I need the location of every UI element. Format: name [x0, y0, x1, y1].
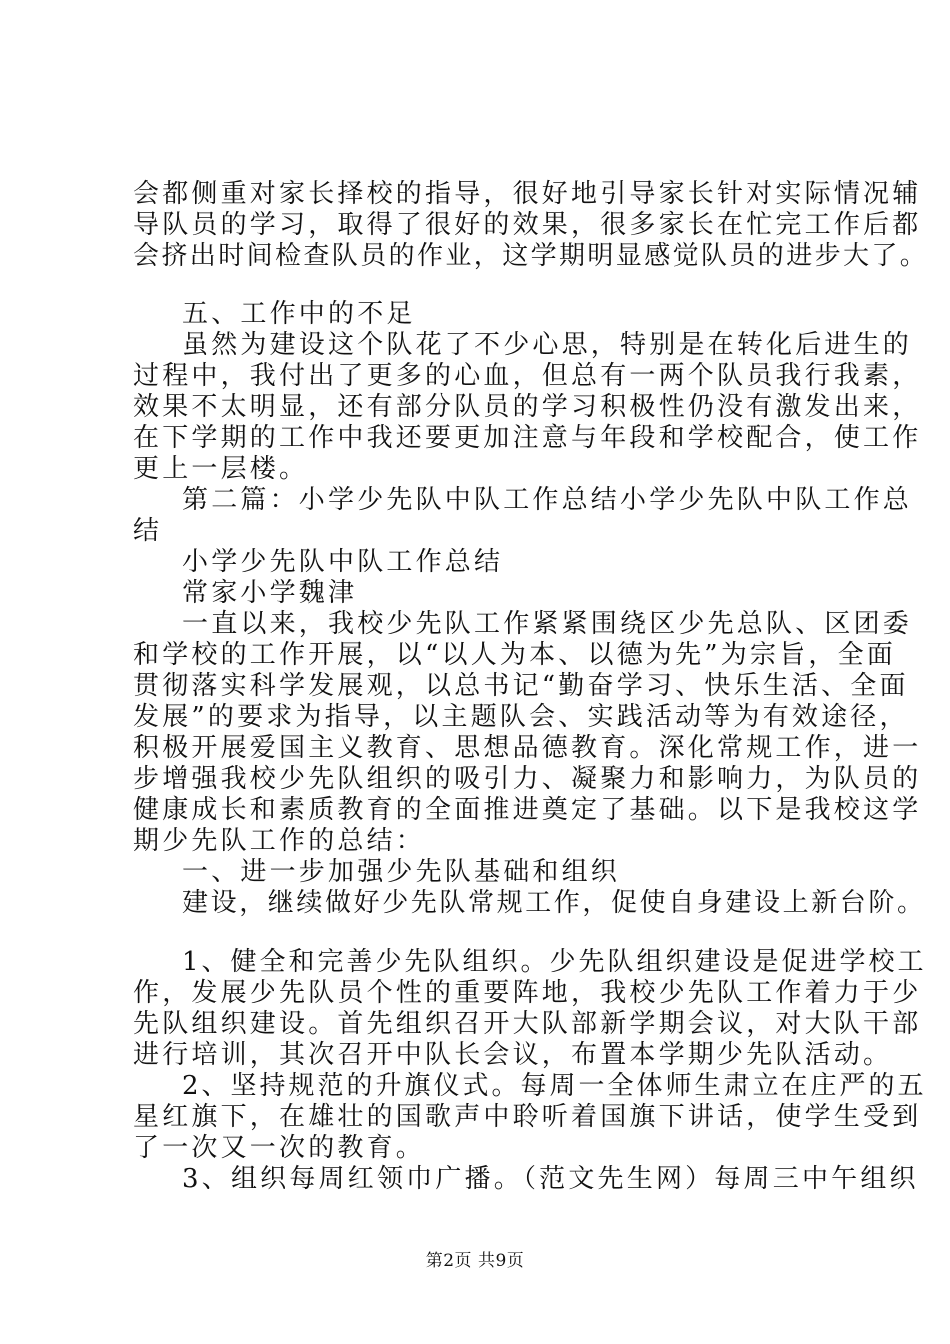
- body-text-line: 作，发展少先队员个性的重要阵地，我校少先队工作着力于少: [133, 978, 922, 1008]
- body-text-line: 和学校的工作开展，以“以人为本、以德为先”为宗旨，全面: [133, 640, 896, 670]
- author-line: 常家小学魏津: [182, 578, 358, 608]
- section-heading: 一、进一步加强少先队基础和组织: [182, 857, 621, 887]
- body-text-line: 虽然为建设这个队花了不少心思，特别是在转化后进生的: [182, 330, 913, 360]
- body-text-line: 先队组织建设。首先组织召开大队部新学期会议，对大队干部: [133, 1009, 922, 1039]
- chapter-title: 第二篇：小学少先队中队工作总结小学少先队中队工作总: [182, 485, 913, 515]
- body-text-line: 3、组织每周红领巾广播。（范文先生网）每周三中午组织: [182, 1164, 919, 1194]
- chapter-title-cont: 结: [133, 516, 163, 546]
- body-text-line: 2、坚持规范的升旗仪式。每周一全体师生肃立在庄严的五: [182, 1071, 927, 1101]
- body-text-line: 导队员的学习，取得了很好的效果，很多家长在忙完工作后都: [133, 210, 922, 240]
- body-text-line: 星红旗下，在雄壮的国歌声中聆听着国旗下讲话，使学生受到: [133, 1102, 922, 1132]
- body-text-line: 会挤出时间检查队员的作业，这学期明显感觉队员的进步大了。: [133, 241, 929, 271]
- body-text-line: 在下学期的工作中我还要更加注意与年段和学校配合，使工作: [133, 423, 922, 453]
- page-number-footer: 第2页 共9页: [425, 1251, 525, 1271]
- body-text-line: 贯彻落实科学发展观，以总书记“勤奋学习、快乐生活、全面: [133, 671, 909, 701]
- body-text-line: 会都侧重对家长择校的指导，很好地引导家长针对实际情况辅: [133, 179, 922, 209]
- body-text-line: 步增强我校少先队组织的吸引力、凝聚力和影响力，为队员的: [133, 764, 922, 794]
- body-text-line: 建设，继续做好少先队常规工作，促使自身建设上新台阶。: [182, 888, 926, 918]
- body-text-line: 积极开展爱国主义教育、思想品德教育。深化常规工作，进一: [133, 733, 922, 763]
- body-text-line: 更上一层楼。: [133, 454, 309, 484]
- body-text-line: 期少先队工作的总结：: [133, 826, 426, 856]
- section-heading: 五、工作中的不足: [182, 299, 416, 329]
- article-title: 小学少先队中队工作总结: [182, 547, 504, 577]
- body-text-line: 了一次又一次的教育。: [133, 1133, 426, 1163]
- body-text-line: 效果不太明显，还有部分队员的学习积极性仍没有激发出来，: [133, 392, 922, 422]
- body-text-line: 过程中，我付出了更多的心血，但总有一两个队员我行我素，: [133, 361, 922, 391]
- body-text-line: 一直以来，我校少先队工作紧紧围绕区少先总队、区团委: [182, 609, 913, 639]
- body-text-line: 进行培训，其次召开中队长会议，布置本学期少先队活动。: [133, 1040, 893, 1070]
- body-text-line: 发展”的要求为指导，以主题队会、实践活动等为有效途径，: [133, 702, 909, 732]
- body-text-line: 健康成长和素质教育的全面推进奠定了基础。以下是我校这学: [133, 795, 922, 825]
- body-text-line: 1、健全和完善少先队组织。少先队组织建设是促进学校工: [182, 947, 927, 977]
